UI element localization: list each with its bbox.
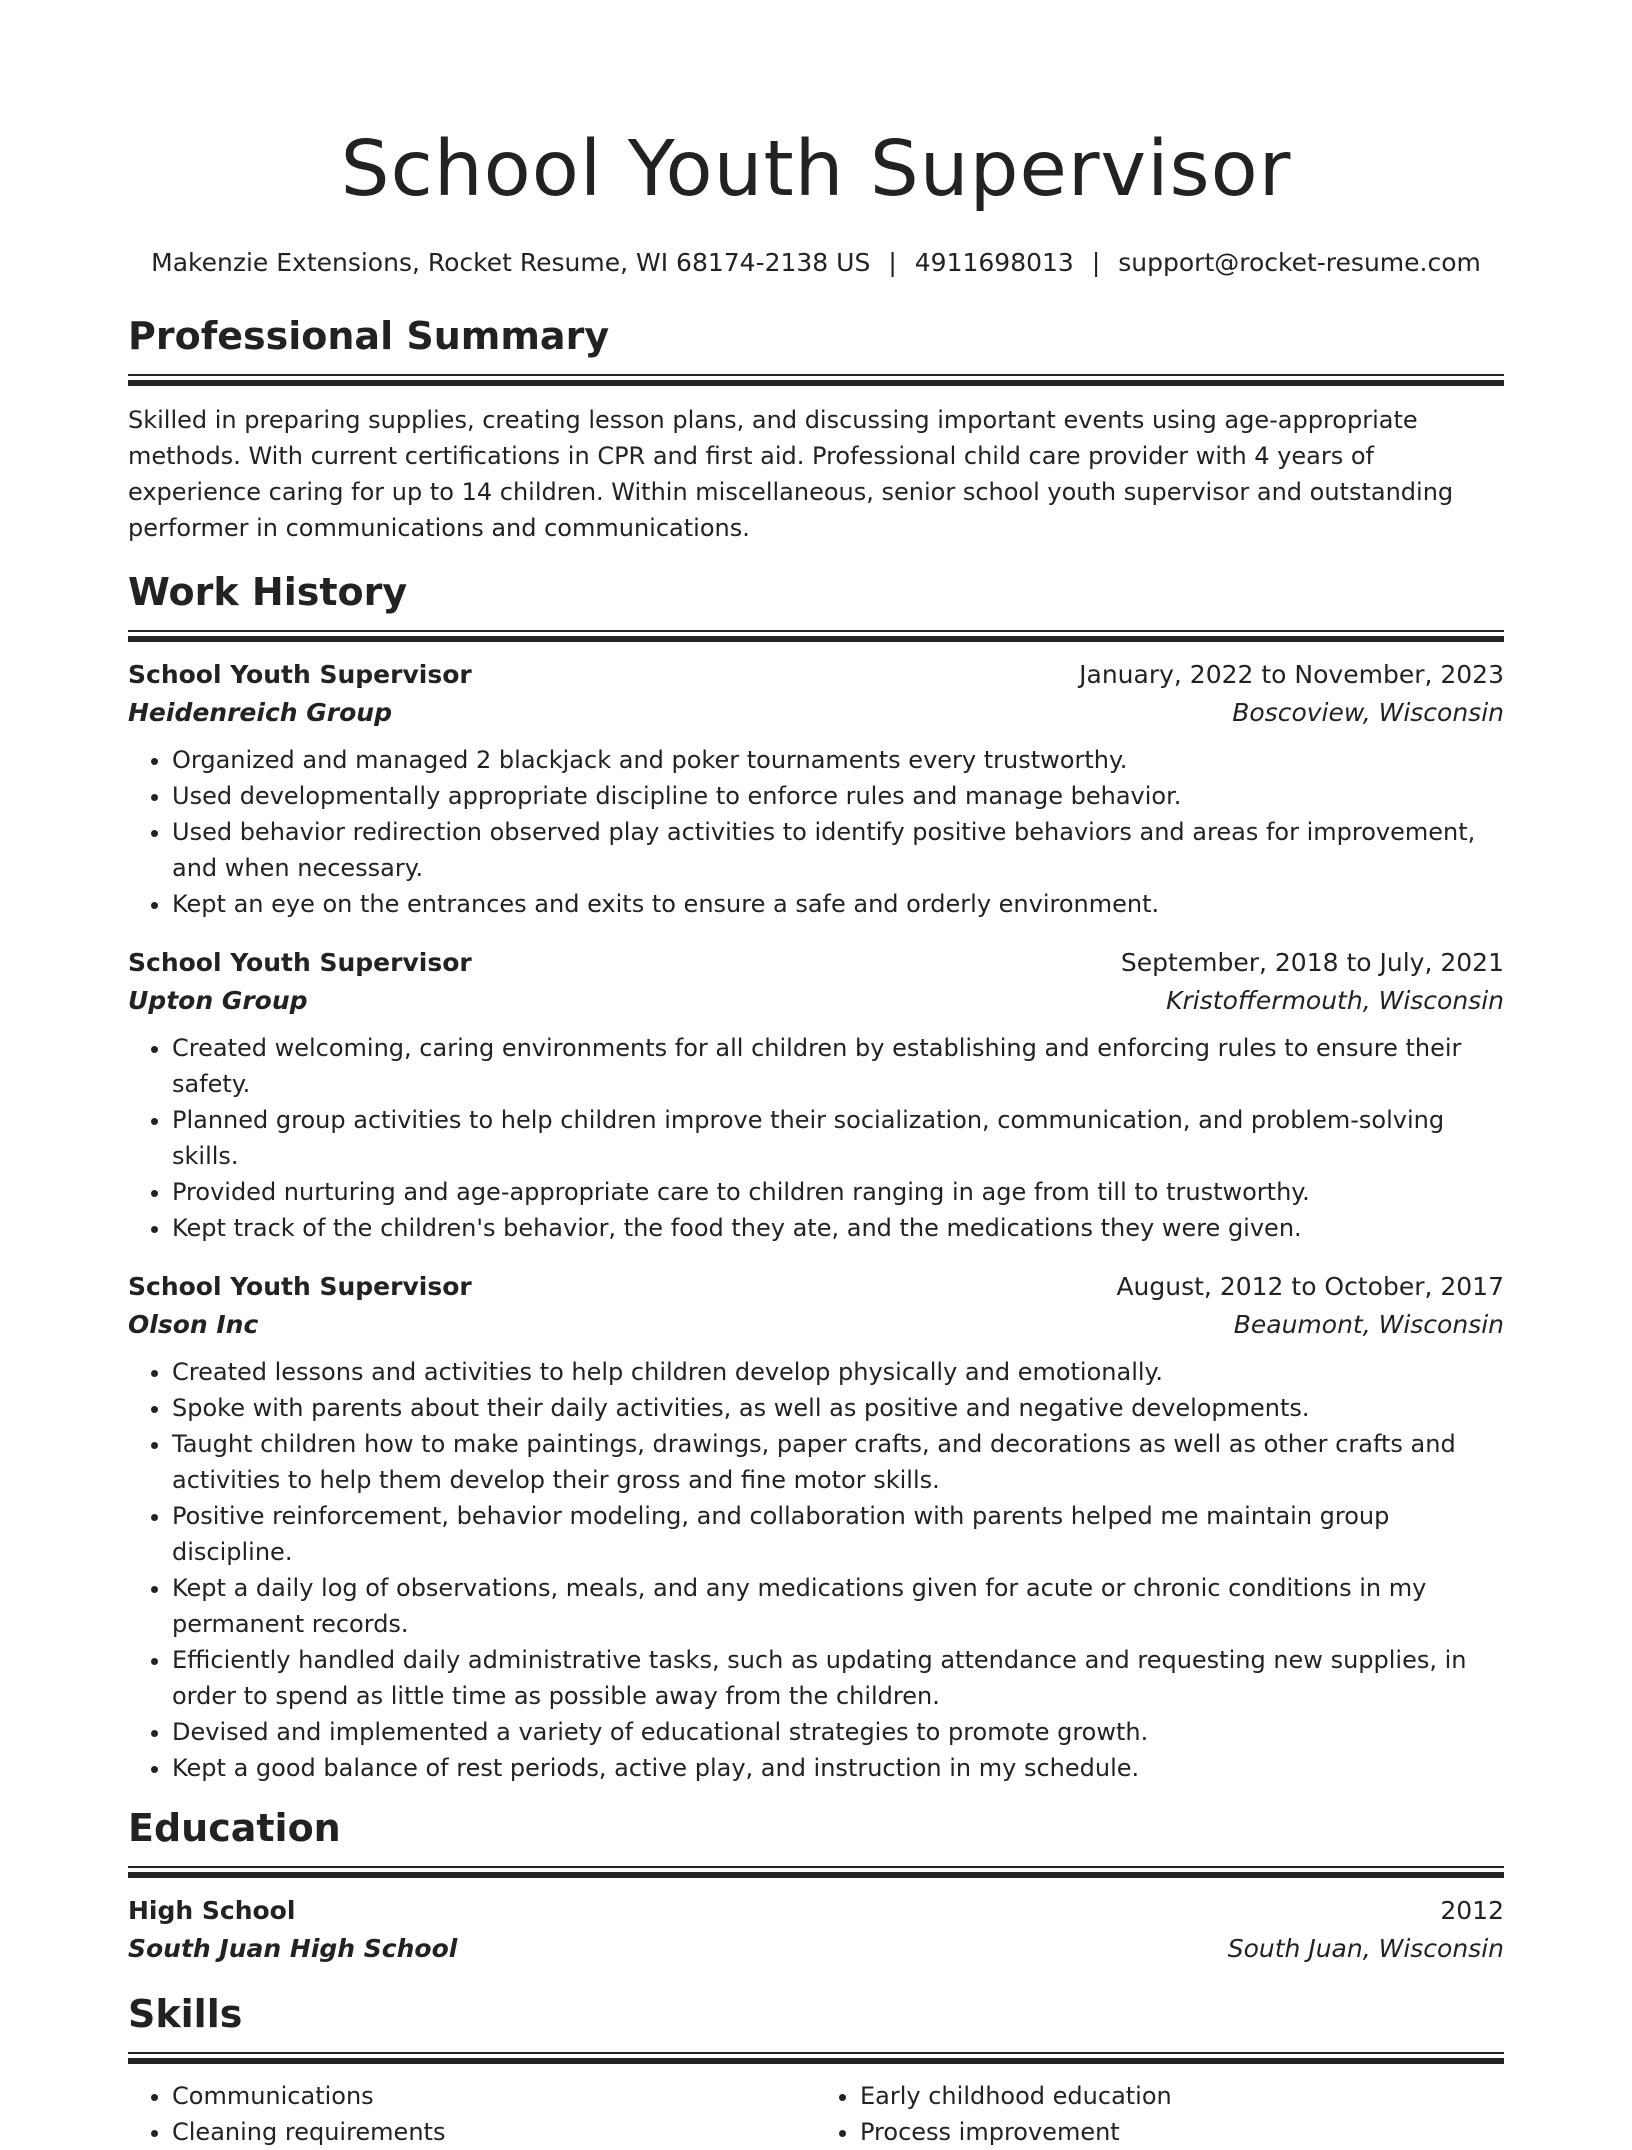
- candidate-name: School Youth Supervisor: [340, 125, 1292, 214]
- education-degree: High School: [128, 1896, 296, 1925]
- contact-separator: |: [888, 248, 897, 277]
- job-header: [128, 1268, 1504, 1306]
- section-title-education: Education: [128, 1806, 341, 1850]
- education-subheader: [128, 1930, 1504, 1968]
- job-bullet: • Kept a good balance of rest periods, active play, and instruction in my schedule.: [172, 1750, 1504, 1786]
- education-entry: [128, 1892, 1504, 1968]
- education-year: 2012: [1440, 1896, 1504, 1925]
- summary-text: Skilled in preparing supplies, creating lesson plans, and discussing important events using age-appropriate methods. With current certifications in CPR and first aid. Professional child care provider with 4 years of experience caring for up to 14 children. Within miscellaneous, senior school youth supervisor and outstanding performer in communications and communications.: [128, 406, 1454, 542]
- education-section: [128, 1802, 1504, 1968]
- job-dates: August, 2012 to October, 2017: [1116, 1272, 1504, 1301]
- contact-email: support@rocket-resume.com: [1118, 248, 1481, 277]
- education-school: South Juan High School: [128, 1934, 458, 1963]
- education-header: [128, 1892, 1504, 1930]
- job-header: [128, 944, 1504, 982]
- job-title: School Youth Supervisor: [128, 1272, 472, 1301]
- job-bullet: • Positive reinforcement, behavior modeling, and collaboration with parents helped me maintain group discipline.: [172, 1498, 1504, 1570]
- contact-address: Makenzie Extensions, Rocket Resume, WI 68174-2138 US: [151, 248, 871, 277]
- work-history-section: [128, 566, 1504, 1786]
- job-location: Beaumont, Wisconsin: [1233, 1310, 1504, 1339]
- skills-column-left: [128, 2078, 816, 2150]
- job-dates: September, 2018 to July, 2021: [1120, 948, 1504, 977]
- job-title: School Youth Supervisor: [128, 660, 472, 689]
- skills-section: [128, 1988, 1504, 2150]
- job-bullet: • Created lessons and activities to help children develop physically and emotionally.: [172, 1354, 1504, 1390]
- job-header: [128, 656, 1504, 694]
- job-subheader: [128, 694, 1504, 732]
- job-bullet: • Taught children how to make paintings, drawings, paper crafts, and decorations as well as other crafts and activities to help them develop their gross and fine motor skills.: [172, 1426, 1504, 1498]
- job-entry: [128, 944, 1504, 1246]
- job-bullet: • Organized and managed 2 blackjack and poker tournaments every trustworthy.: [172, 742, 1504, 778]
- section-divider: [128, 380, 1504, 386]
- job-location: Kristoffermouth, Wisconsin: [1166, 986, 1504, 1015]
- job-company: Upton Group: [128, 986, 308, 1015]
- skill-item: • Process improvement: [860, 2114, 1504, 2150]
- job-subheader: [128, 982, 1504, 1020]
- job-bullets: [128, 1354, 1504, 1786]
- education-location: South Juan, Wisconsin: [1227, 1934, 1504, 1963]
- resume-content: [128, 0, 1504, 2150]
- section-title-summary: Professional Summary: [128, 314, 610, 358]
- job-dates: January, 2022 to November, 2023: [1079, 660, 1504, 689]
- job-subheader: [128, 1306, 1504, 1344]
- skill-item: • Communications: [172, 2078, 816, 2114]
- job-bullet: • Efficiently handled daily administrative tasks, such as updating attendance and requesting new supplies, in order to spend as little time as possible away from the children.: [172, 1642, 1504, 1714]
- contact-line: [128, 246, 1504, 280]
- job-bullet: • Devised and implemented a variety of educational strategies to promote growth.: [172, 1714, 1504, 1750]
- section-title-work-history: Work History: [128, 570, 408, 614]
- contact-separator: |: [1091, 248, 1101, 277]
- section-divider: [128, 630, 1504, 632]
- skills-list: [128, 2078, 1504, 2150]
- section-divider: [128, 2052, 1504, 2054]
- job-bullet: • Spoke with parents about their daily activities, as well as positive and negative developments.: [172, 1390, 1504, 1426]
- section-divider: [128, 374, 1504, 376]
- job-entry: [128, 1268, 1504, 1786]
- section-divider: [128, 1872, 1504, 1878]
- job-title: School Youth Supervisor: [128, 948, 472, 977]
- job-bullet: • Planned group activities to help children improve their socialization, communication, and problem-solving skills.: [172, 1102, 1504, 1174]
- skill-item: • Early childhood education: [860, 2078, 1504, 2114]
- job-bullets: [128, 742, 1504, 922]
- job-bullet: • Kept track of the children's behavior, the food they ate, and the medications they were given.: [172, 1210, 1504, 1246]
- job-entry: [128, 656, 1504, 922]
- job-bullet: • Used developmentally appropriate discipline to enforce rules and manage behavior.: [172, 778, 1504, 814]
- job-bullet: • Used behavior redirection observed play activities to identify positive behaviors and areas for improvement, and when necessary.: [172, 814, 1504, 886]
- job-bullets: [128, 1030, 1504, 1246]
- section-divider: [128, 636, 1504, 642]
- section-title-skills: Skills: [128, 1992, 243, 2036]
- skills-column-right: [816, 2078, 1504, 2150]
- job-bullet: • Created welcoming, caring environments for all children by establishing and enforcing rules to ensure their safety.: [172, 1030, 1504, 1102]
- section-divider: [128, 1866, 1504, 1868]
- job-bullet: • Kept an eye on the entrances and exits to ensure a safe and orderly environment.: [172, 886, 1504, 922]
- job-company: Heidenreich Group: [128, 698, 392, 727]
- skill-item: • Cleaning requirements: [172, 2114, 816, 2150]
- summary-section: [128, 310, 1504, 546]
- contact-phone: 4911698013: [914, 248, 1074, 277]
- job-company: Olson Inc: [128, 1310, 259, 1339]
- job-bullet: • Provided nurturing and age-appropriate care to children ranging in age from till to trustworthy.: [172, 1174, 1504, 1210]
- job-bullet: • Kept a daily log of observations, meals, and any medications given for acute or chronic conditions in my permanent records.: [172, 1570, 1504, 1642]
- job-location: Boscoview, Wisconsin: [1232, 698, 1504, 727]
- section-divider: [128, 2058, 1504, 2064]
